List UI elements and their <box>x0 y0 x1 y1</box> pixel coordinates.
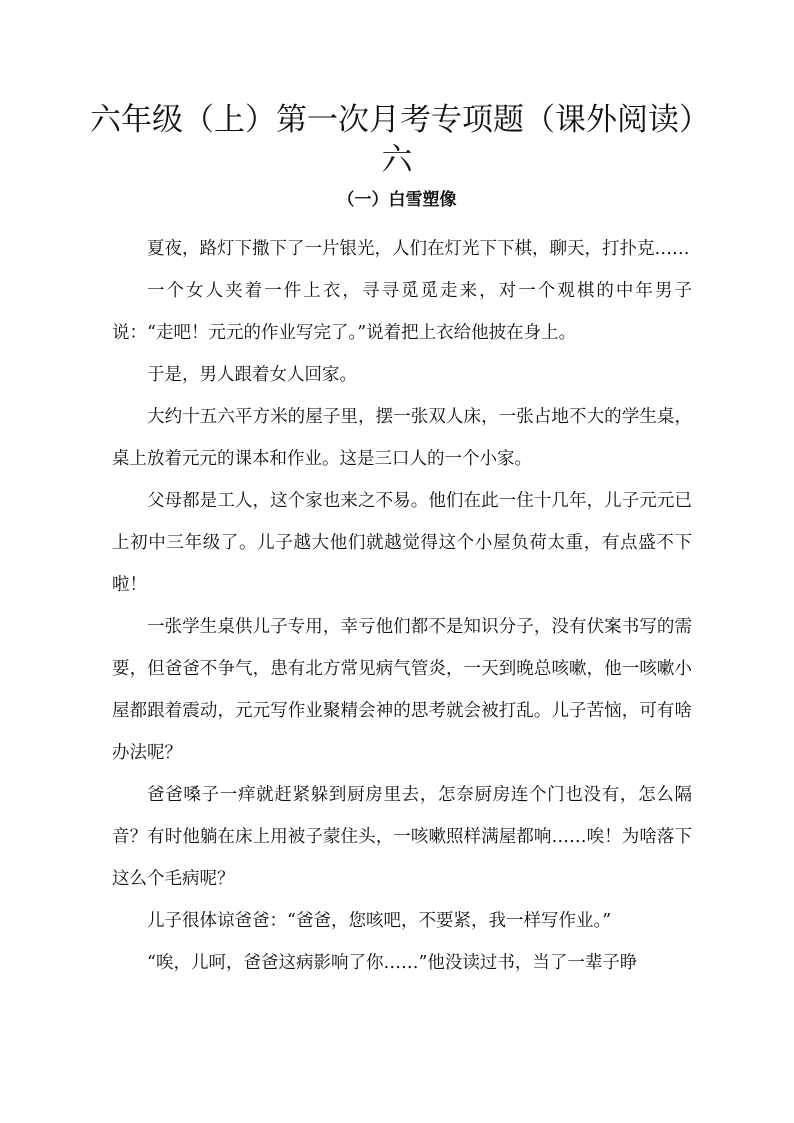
paragraph-9: “唉，儿呵，爸爸这病影响了你……”他没读过书，当了一辈子睁 <box>147 953 638 973</box>
page-title-continued: 六 <box>381 142 413 178</box>
paragraph-5: 父母都是工人，这个家也来之不易。他们在此一住十几年，儿子元元已上初中三年级了。儿子越大他们就越觉得这个小屋负荷太重，有点盛不下啦！ <box>112 491 692 595</box>
paragraph-1: 夏夜，路灯下撒下了一片银光，人们在灯光下下棋，聊天，打扑克…… <box>147 239 690 259</box>
paragraph-3: 于是，男人跟着女人回家。 <box>147 365 357 385</box>
page-title: 六年级（上）第一次月考专项题（课外阅读） <box>90 102 710 138</box>
paragraph-8: 儿子很体谅爸爸：“爸爸，您咳吧，不要紧，我一样写作业。” <box>147 911 612 931</box>
section-heading: （一）白雪塑像 <box>337 190 457 210</box>
paragraph-2: 一个女人夹着一件上衣，寻寻觅觅走来，对一个观棋的中年男子说：“走吧！元元的作业写完了。”说着把上衣给他披在身上。 <box>112 281 692 343</box>
paragraph-6: 一张学生桌供儿子专用，幸亏他们都不是知识分子，没有伏案书写的需要，但爸爸不争气，患有北方常见病气管炎，一天到晚总咳嗽，他一咳嗽小屋都跟着震动，元元写作业聚精会神的思考就会被打乱。儿子苦恼，可有啥办法呢？ <box>112 617 692 763</box>
paragraph-4: 大约十五六平方米的屋子里，摆一张双人床，一张占地不大的学生桌，桌上放着元元的课本和作业。这是三口人的一个小家。 <box>112 407 692 469</box>
paragraph-7: 爸爸嗓子一痒就赶紧躲到厨房里去，怎奈厨房连个门也没有，怎么隔音？有时他躺在床上用被子蒙住头，一咳嗽照样满屋都响……唉！为啥落下这么个毛病呢？ <box>112 785 692 889</box>
article-body <box>112 228 692 984</box>
